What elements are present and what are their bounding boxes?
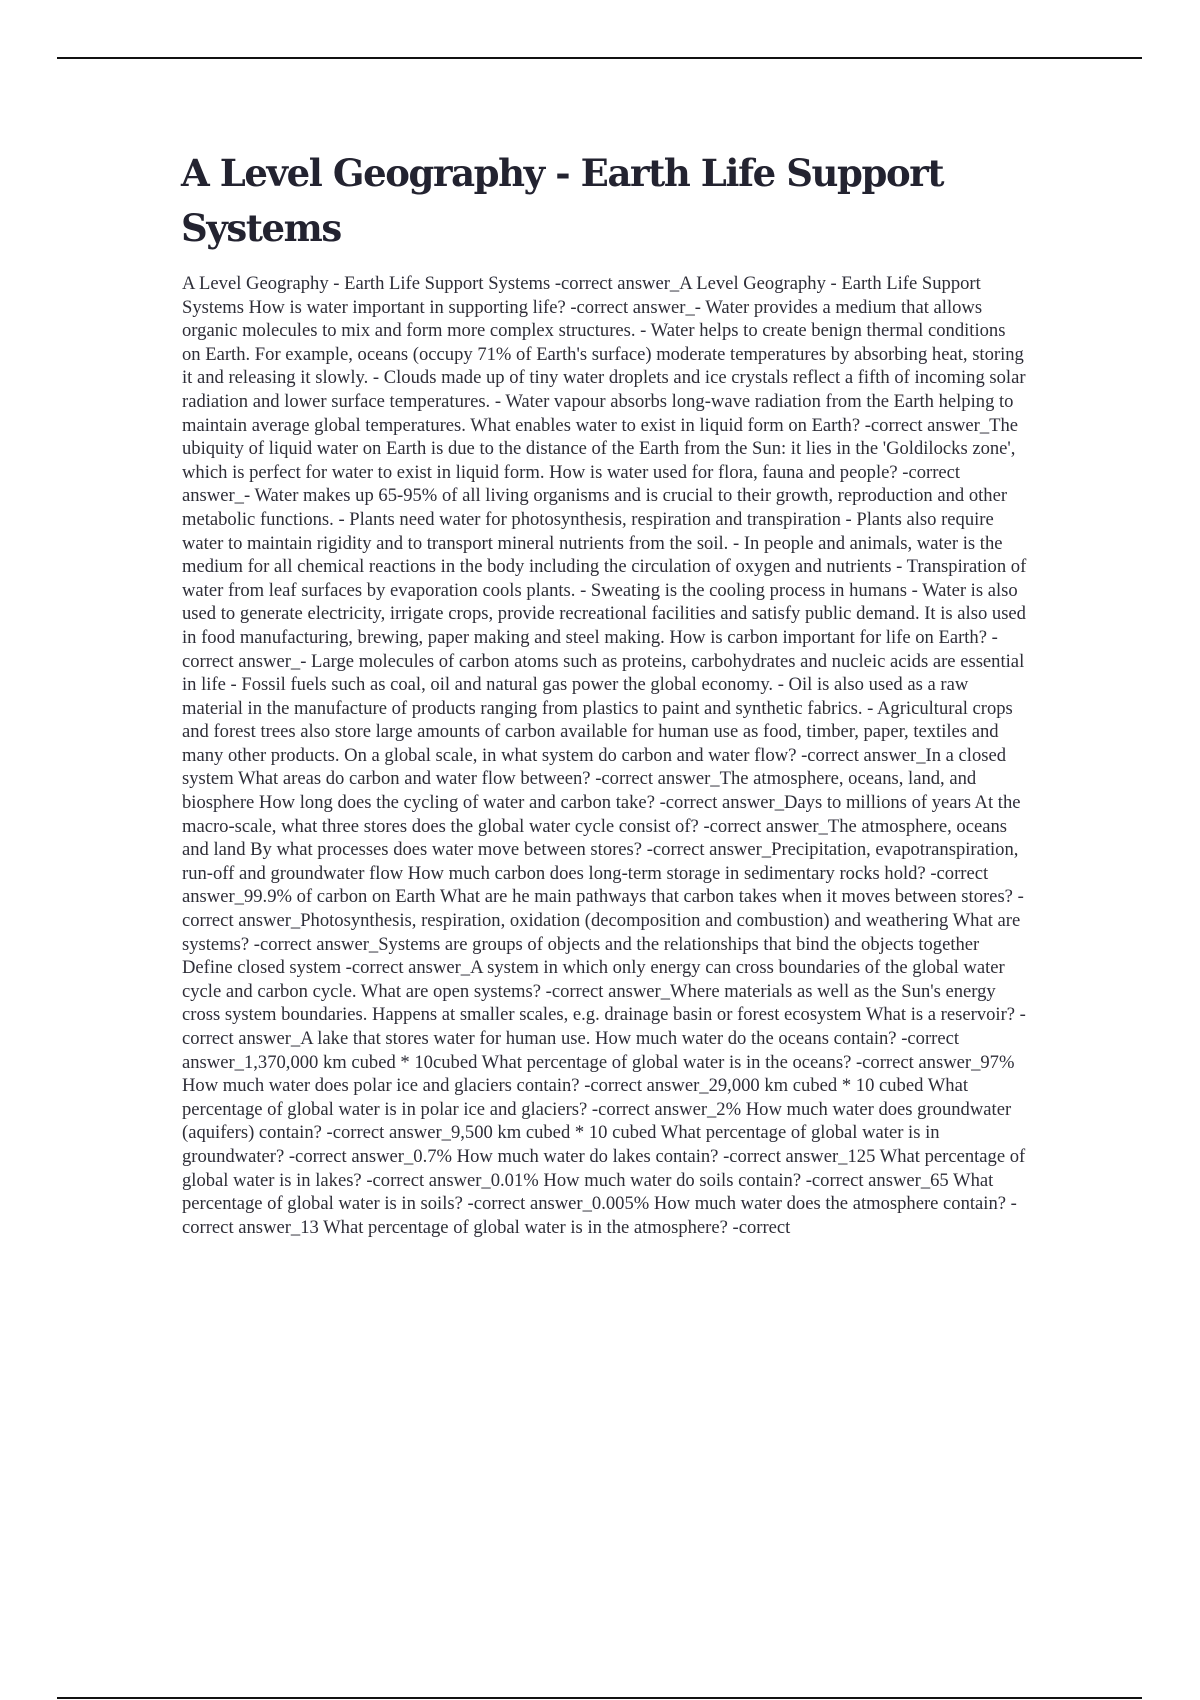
document-body: A Level Geography - Earth Life Support Systems -correct answer_A Level Geography - Earth Life Support Systems How is water important in supporting life? -correct answer_- Water provides a medium that allows organic molecules to mix and form more complex structures. - Water helps to create benign thermal conditions on Earth. For example, oceans (occupy 71% of Earth's surface) moderate temperatures by absorbing heat, storing it and releasing it slowly. - Clouds made up of tiny water droplets and ice crystals reflect a fifth of incoming solar radiation and lower surface temperatures. - Water vapour absorbs long-wave radiation from the Earth helping to maintain average global temperatures. What enables water to exist in liquid form on Earth? -correct answer_The ubiquity of liquid water on Earth is due to the distance of the Earth from the Sun: it lies in the 'Goldilocks zone', which is perfect for water to exist in liquid form. How is water used for flora, fauna and people? -correct answer_- Water makes up 65-95% of all living organisms and is crucial to their growth, reproduction and other metabolic functions. - Plants need water for photosynthesis, respiration and transpiration - Plants also require water to maintain rigidity and to transport mineral nutrients from the soil. - In people and animals, water is the medium for all chemical reactions in the body including the circulation of oxygen and nutrients - Transpiration of water from leaf surfaces by evaporation cools plants. - Sweating is the cooling process in humans - Water is also used to generate electricity, irrigate crops, provide recreational facilities and satisfy public demand. It is also used in food manufacturing, brewing, paper making and steel making. How is carbon important for life on Earth? -correct answer_- Large molecules of carbon atoms such as proteins, carbohydrates and nucleic acids are essential in life - Fossil fuels such as coal, oil and natural gas power the global economy. - Oil is also used as a raw material in the manufacture of products ranging from plastics to paint and synthetic fabrics. - Agricultural crops and forest trees also store large amounts of carbon available for human use as food, timber, paper, textiles and many other products. On a global scale, in what system do carbon and water flow? -correct answer_In a closed system What areas do carbon and water flow between? -correct answer_The atmosphere, oceans, land, and biosphere How long does the cycling of water and carbon take? -correct answer_Days to millions of years At the macro-scale, what three stores does the global water cycle consist of? -correct answer_The atmosphere, oceans and land By what processes does water move between stores? -correct answer_Precipitation, evapotranspiration, run-off and groundwater flow How much carbon does long-term storage in sedimentary rocks hold? -correct answer_99.9% of carbon on Earth What are he main pathways that carbon takes when it moves between stores? -correct answer_Photosynthesis, respiration, oxidation (decomposition and combustion) and weathering What are systems? -correct answer_Systems are groups of objects and the relationships that bind the objects together Define closed system -correct answer_A system in which only energy can cross boundaries of the global water cycle and carbon cycle. What are open systems? -correct answer_Where materials as well as the Sun's energy cross system boundaries. Happens at smaller scales, e.g. drainage basin or forest ecosystem What is a reservoir? -correct answer_A lake that stores water for human use. How much water do the oceans contain? -correct answer_1,370,000 km cubed * 10cubed What percentage of global water is in the oceans? -correct answer_97% How much water does polar ice and glaciers contain? -correct answer_29,000 km cubed * 10 cubed What percentage of global water is in polar ice and glaciers? -correct answer_2% How much water does groundwater (aquifers) contain? -correct answer_9,500 km cubed * 10 cubed What percentage of global water is in groundwater? -correct answer_0.7% How much water do lakes contain? -correct answer_125 What percentage of global water is in lakes? -correct answer_0.01% How much water do soils contain? -correct answer_65 What percentage of global water is in soils? -correct answer_0.005% How much water does the atmosphere contain? -correct answer_13 What percentage of global water is in the atmosphere? -correct [182, 273, 1027, 1238]
top-rule [57, 57, 1142, 59]
document-title: A Level Geography - Earth Life Support Systems [181, 151, 944, 250]
bottom-rule [57, 1697, 1142, 1699]
